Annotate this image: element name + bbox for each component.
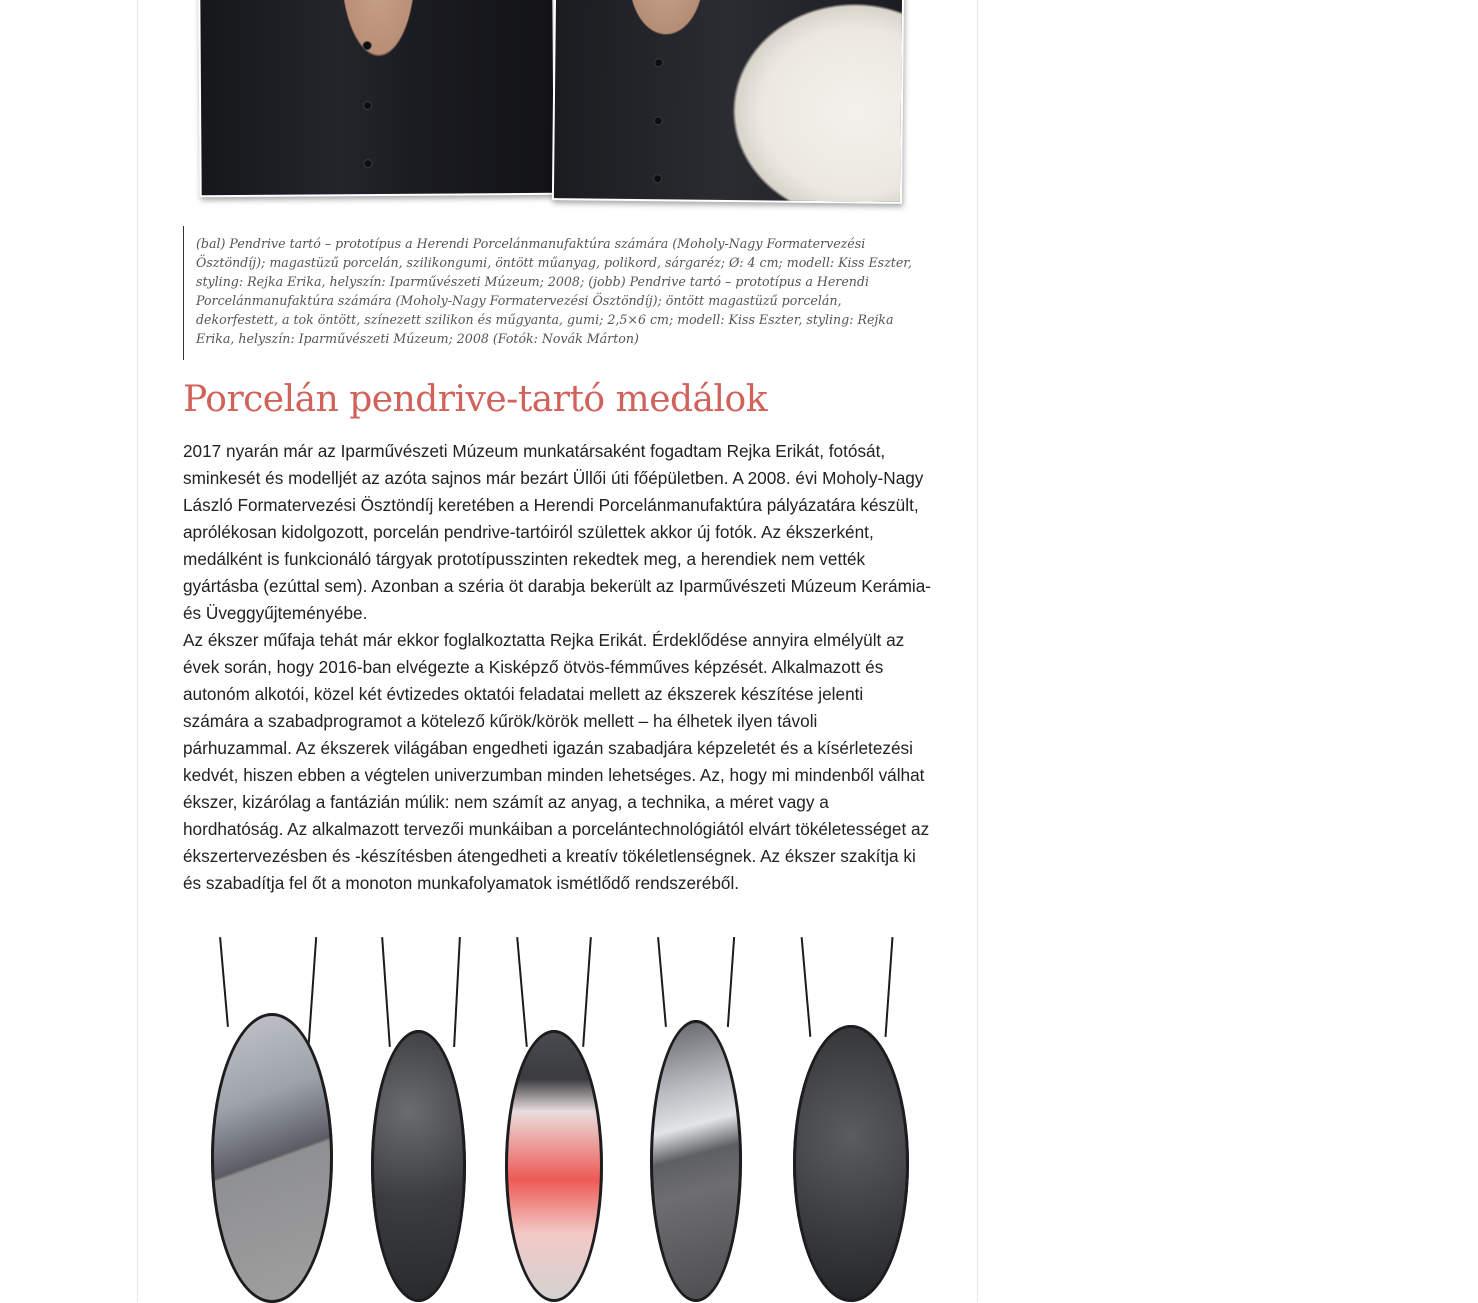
paragraph-1: 2017 nyarán már az Iparművészeti Múzeum munkatársaként fogadtam Rejka Erikát, fotósát, sminkesét és modelljét az azóta sajnos már bezárt Üllői úti főépületben. A 2008. évi Moholy-Nagy László Formatervezési Ösztöndíj keretében a Herendi Porcelánmanufaktúra pályázatára készült, aprólékosan kidolgozott, porcelán pendrive-tartóiról születtek akkor új fotók. Az ékszerként, medálként is funkcionáló tárgyak prototípusszinten rekedtek meg, a herendiek nem vették gyártásba (ezúttal sem). Azonban a széria öt darabja bekerült az Iparművészeti Múzeum Kerámia- és Üveggyűjteményébe. <box>183 441 932 623</box>
pendant-4 <box>650 1020 742 1302</box>
photo-left-black-shirt <box>198 0 555 197</box>
section-heading: Porcelán pendrive-tartó medálok <box>183 379 768 420</box>
pendant-5 <box>793 1025 909 1302</box>
top-photo-pair <box>193 0 913 215</box>
photo-caption <box>183 226 929 360</box>
pendant-2 <box>371 1030 466 1302</box>
photo-right-porcelain-pendant <box>552 0 904 204</box>
pendant-3 <box>505 1030 603 1302</box>
article-body <box>183 438 931 897</box>
pendant-photo <box>193 937 928 1302</box>
pendant-1 <box>211 1013 333 1303</box>
caption-text: (bal) Pendrive tartó – prototípus a Herendi Porcelánmanufaktúra számára (Moholy-Nagy Formatervezési Ösztöndíj); magastüzű porcelán, szilikongumi, öntött műanyag, polikord, sárgaréz; Ø: 4 cm; modell: Kiss Eszter, styling: Rejka Erika, helyszín: Iparművészeti Múzeum; 2008; (jobb) Pendrive tartó – prototípus a Herendi Porcelánmanufaktúra számára (Moholy-Nagy Formatervezési Ösztöndíj); öntött magastüzű porcelán, dekorfestett, a tok öntött, színezett szilikon és műgyanta, gumi; 2,5×6 cm; modell: Kiss Eszter, styling: Rejka Erika, helyszín: Iparművészeti Múzeum; 2008 (Fotók: Novák Márton) <box>196 236 912 346</box>
paragraph-2: Az ékszer műfaja tehát már ekkor foglalkoztatta Rejka Erikát. Érdeklődése annyira elmélyült az évek során, hogy 2016-ban elvégezte a Kisképző ötvös-fémműves képzését. Alkalmazott és autonóm alkotói, közel két évtizedes oktatói feladatai mellett az ékszerek készítése jelenti számára a szabadprogramot a kötelező kűrök/körök mellett – ha élhetek ilyen távoli párhuzammal. Az ékszerek világában engedheti igazán szabadjára képzeletét és a kísérletezési kedvét, hiszen ebben a végtelen univerzumban minden lehetséges. Az, hogy mi mindenből válhat ékszer, kizárólag a fantázián múlik: nem számít az anyag, a technika, a méret vagy a hordhatóság. Az alkalmazott tervezői munkáiban a porcelántechnológiától elvárt tökéletességet az ékszertervezésben és -készítésben átengedheti a kreatív tökéletlenségnek. Az ékszer szakítja ki és szabadítja fel őt a monoton munkafolyamatok ismétlődő rendszeréből. <box>183 630 930 893</box>
